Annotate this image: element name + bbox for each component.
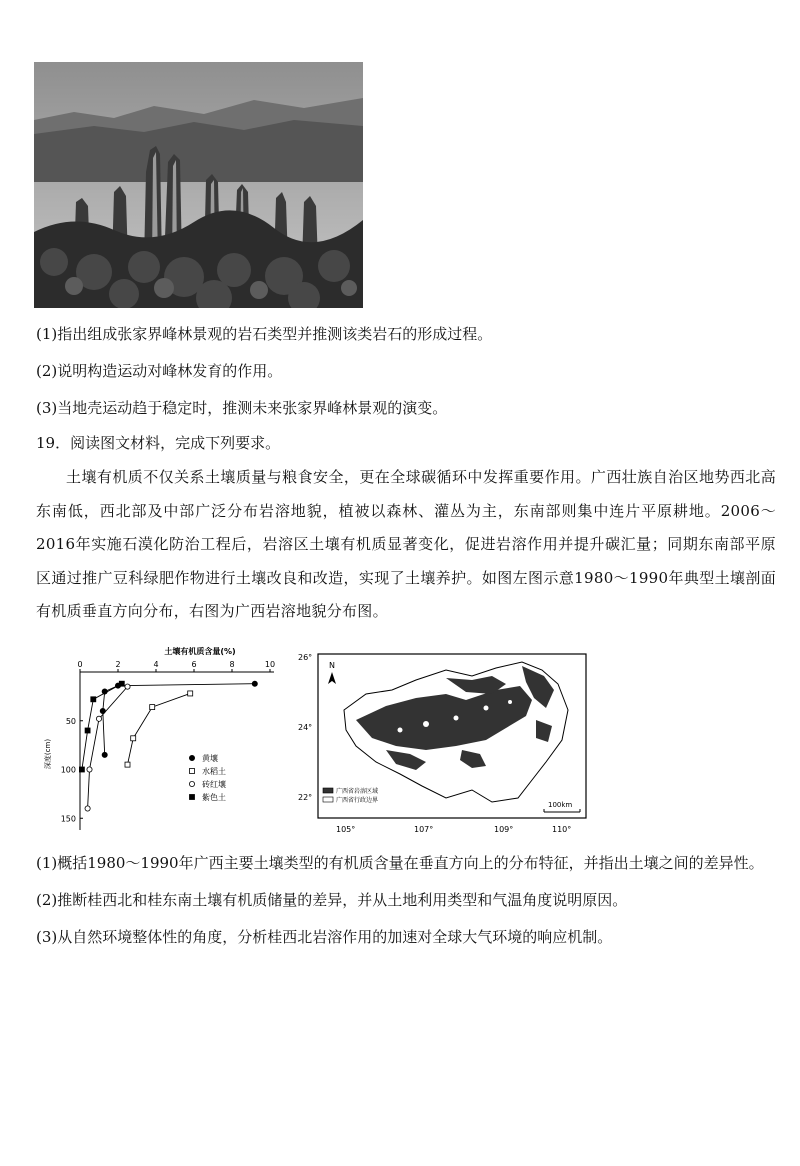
legend-label: 紫色土	[202, 793, 226, 802]
data-point	[189, 755, 194, 760]
karst-map-svg	[296, 650, 596, 840]
q19-material: 土壤有机质不仅关系土壤质量与粮食安全，更在全球碳循环中发挥重要作用。广西壮族自治区地势西北高东南低，西北部及中部广泛分布岩溶地貌，植被以森林、灌丛为主，东南部则集中连片平原耕地。2006～2016年实施石漠化防治工程后，岩溶区土壤有机质显著变化，促进岩溶作用并提升碳汇量；同期东南部平原区通过推广豆科绿肥作物进行土壤改良和改造，实现了土壤养护。如图左图示意1980～1990年典型土壤剖面有机质垂直方向分布，右图为广西岩溶地貌分布图。	[36, 468, 776, 620]
lon-109: 109°	[494, 825, 514, 834]
y-tick-label: 100	[60, 765, 76, 775]
question-a1: (1)指出组成张家界峰林景观的岩石类型并推测该类岩石的形成过程。	[36, 325, 493, 343]
data-point	[131, 736, 136, 741]
guangxi-karst-map	[296, 650, 596, 840]
lon-110: 110°	[552, 825, 572, 834]
question-a2: (2)说明构造运动对峰林发育的作用。	[36, 362, 283, 380]
data-point	[85, 728, 90, 733]
data-point	[85, 806, 90, 811]
x-tick-label: 0	[77, 660, 83, 669]
legend-label: 砖红壤	[202, 780, 226, 789]
series-line-2	[88, 687, 128, 809]
y-tick-label: 150	[60, 814, 76, 824]
x-tick-label: 6	[191, 660, 197, 669]
x-tick-label: 10	[264, 660, 276, 669]
chart-title: 土壤有机质含量(%)	[164, 647, 236, 656]
q19-heading: 19．阅读图文材料，完成下列要求。	[36, 434, 281, 452]
legend-boundary: 广西省行政边界	[336, 797, 379, 804]
series-line-1	[128, 693, 191, 764]
data-point	[252, 681, 257, 686]
data-point	[188, 691, 193, 696]
y-axis-label: 深度(cm)	[44, 738, 52, 770]
peak-forest-image	[34, 62, 363, 308]
data-point	[190, 769, 195, 774]
x-tick-label: 2	[115, 660, 121, 669]
svg-text:N: N	[329, 661, 335, 670]
question-a3: (3)当地壳运动趋于稳定时，推测未来张家界峰林景观的演变。	[36, 399, 448, 417]
lat-24: 24°	[298, 723, 313, 732]
lon-107: 107°	[414, 825, 434, 834]
question-b1: (1)概括1980～1990年广西主要土壤类型的有机质含量在垂直方向上的分布特征，并指出土壤之间的差异性。	[36, 854, 764, 872]
data-point	[125, 684, 130, 689]
data-point	[79, 767, 84, 772]
data-point	[150, 705, 155, 710]
question-b3: (3)从自然环境整体性的角度，分析桂西北岩溶作用的加速对全球大气环境的响应机制。	[36, 928, 613, 946]
data-point	[102, 752, 107, 757]
x-tick-label: 8	[229, 660, 235, 669]
organic-matter-plot	[40, 640, 280, 835]
data-point	[119, 681, 124, 686]
data-point	[91, 697, 96, 702]
data-point	[189, 781, 194, 786]
data-point	[96, 716, 101, 721]
data-point	[125, 762, 130, 767]
legend-label: 黄壤	[202, 754, 218, 763]
svg-text:100km: 100km	[548, 801, 573, 809]
lat-22: 22°	[298, 793, 313, 802]
organic-matter-chart	[40, 640, 280, 835]
series-line-0	[103, 684, 255, 755]
lon-105: 105°	[336, 825, 356, 834]
question-b2: (2)推断桂西北和桂东南土壤有机质储量的差异，并从土地利用类型和气温角度说明原因。	[36, 891, 628, 909]
data-point	[190, 795, 195, 800]
x-tick-label: 4	[153, 660, 159, 669]
zhangjiajie-photo	[34, 62, 363, 308]
legend-karst: 广西省岩溶区域	[336, 788, 379, 795]
legend-label: 水稻土	[202, 767, 226, 776]
series-line-3	[82, 684, 122, 770]
y-tick-label: 50	[65, 716, 76, 726]
lat-26: 26°	[298, 653, 313, 662]
data-point	[87, 767, 92, 772]
